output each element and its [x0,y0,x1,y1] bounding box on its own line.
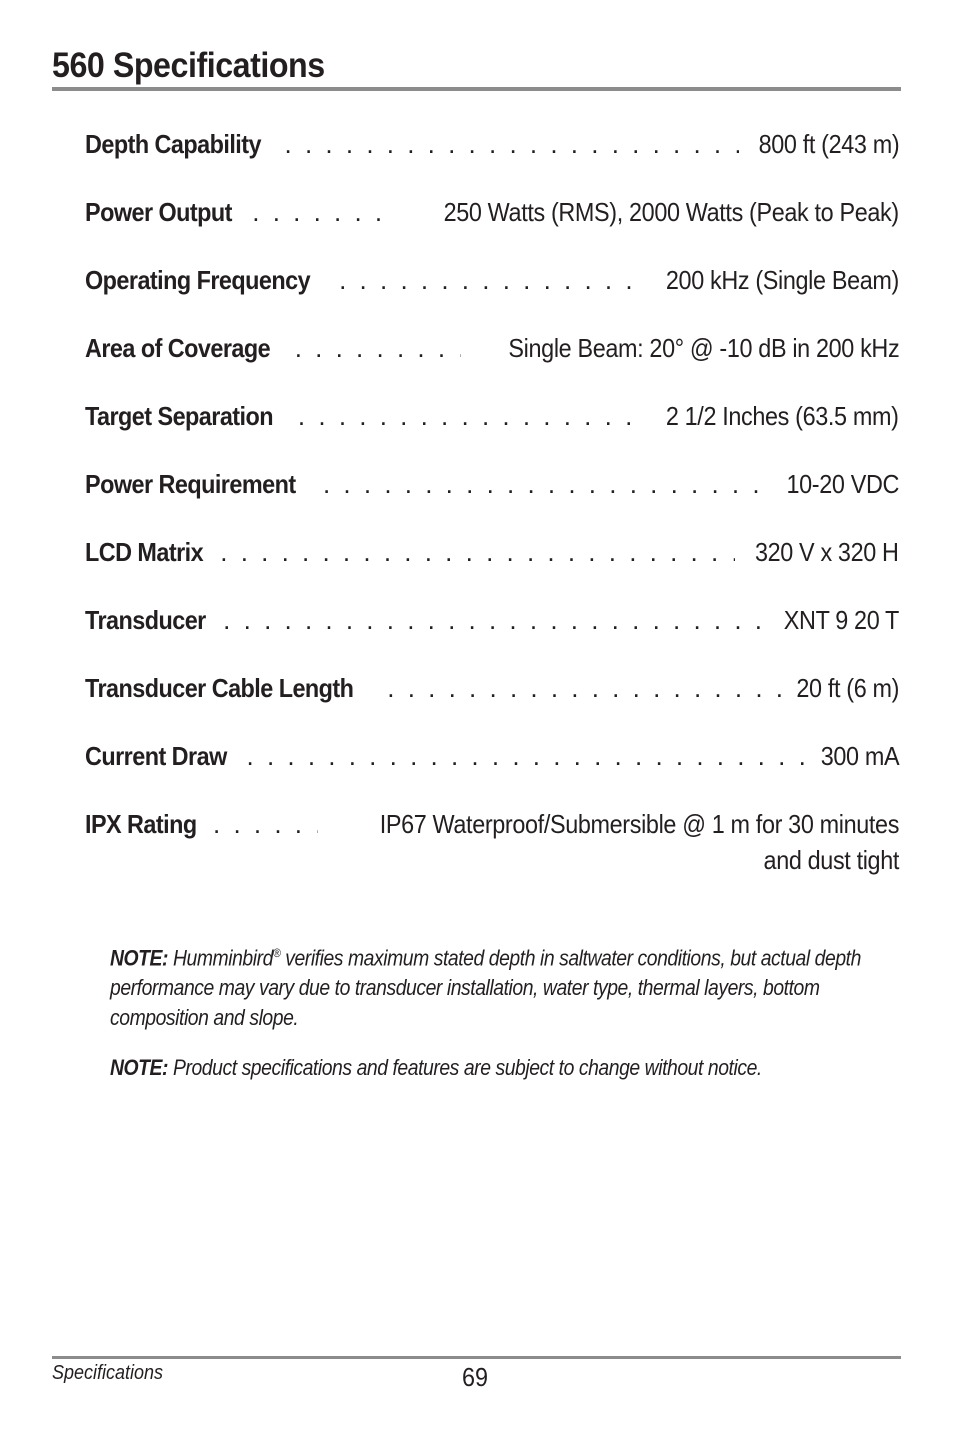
spec-row-area-of-coverage [85,330,899,398]
spec-label: Current Draw [85,741,227,771]
dot-leader [295,330,461,366]
spec-label: Transducer [85,605,206,635]
dot-leader [285,126,739,162]
notes-section [110,938,870,1103]
spec-label: LCD Matrix [85,537,204,567]
dot-leader [387,670,781,706]
spec-row-operating-frequency [85,262,899,330]
spec-value-continuation: and dust tight [763,845,899,875]
dot-leader [339,262,636,298]
spec-value: 250 Watts (RMS), 2000 Watts (Peak to Peak) [443,197,899,227]
dot-leader [323,466,770,502]
spec-label: Power Requirement [85,469,296,499]
note-text: Product specifications and features are subject to change without notice. [172,1055,762,1081]
spec-label: Operating Frequency [85,265,311,295]
spec-row-current-draw [85,738,899,806]
spec-value: 20 ft (6 m) [796,673,899,703]
title-divider [52,87,901,91]
dot-leader [223,602,767,638]
spec-row-depth-capability [85,126,899,194]
dot-leader [213,806,318,842]
note-specs-change [110,1053,867,1083]
spec-value: 320 V x 320 H [755,537,899,567]
spec-value: 10-20 VDC [786,469,899,499]
spec-label: Depth Capability [85,129,261,159]
spec-row-transducer [85,602,899,670]
spec-value: 2 1/2 Inches (63.5 mm) [666,401,899,431]
footer-divider [52,1356,901,1359]
spec-value: 800 ft (243 m) [758,129,899,159]
page-number: 69 [462,1362,489,1392]
spec-value: Single Beam: 20° @ -10 dB in 200 kHz [508,333,899,363]
footer-section-name: Specifications [52,1362,164,1384]
dot-leader [252,194,389,230]
spec-row-power-output [85,194,899,262]
spec-row-power-requirement [85,466,899,534]
registered-mark: ® [272,946,281,960]
spec-label: Area of Coverage [85,333,271,363]
spec-value: 300 mA [820,741,899,771]
spec-value: 200 kHz (Single Beam) [665,265,899,295]
spec-row-transducer-cable-length [85,670,899,738]
spec-row-target-separation [85,398,899,466]
spec-list [85,126,899,878]
spec-row-ipx-rating [85,806,899,842]
page-title: 560 Specifications [52,46,325,85]
spec-label: Target Separation [85,401,274,431]
spec-value: XNT 9 20 T [783,605,899,635]
note-text: verifies maximum stated depth in saltwater conditions, but actual depth performance may vary due to transducer installation, water type, thermal layers, bottom composition and slope. [110,945,861,1031]
spec-label: IPX Rating [85,809,197,839]
note-label: NOTE: [110,1055,169,1081]
dot-leader [220,534,735,570]
spec-label: Power Output [85,197,232,227]
dot-leader [298,398,637,434]
spec-row-lcd-matrix [85,534,899,602]
brand-name: Humminbird [172,945,273,971]
note-label: NOTE: [110,945,169,971]
note-depth [110,938,867,1033]
spec-value: IP67 Waterproof/Submersible @ 1 m for 30 minutes [379,809,899,839]
spec-label: Transducer Cable Length [85,673,354,703]
dot-leader [247,738,808,774]
